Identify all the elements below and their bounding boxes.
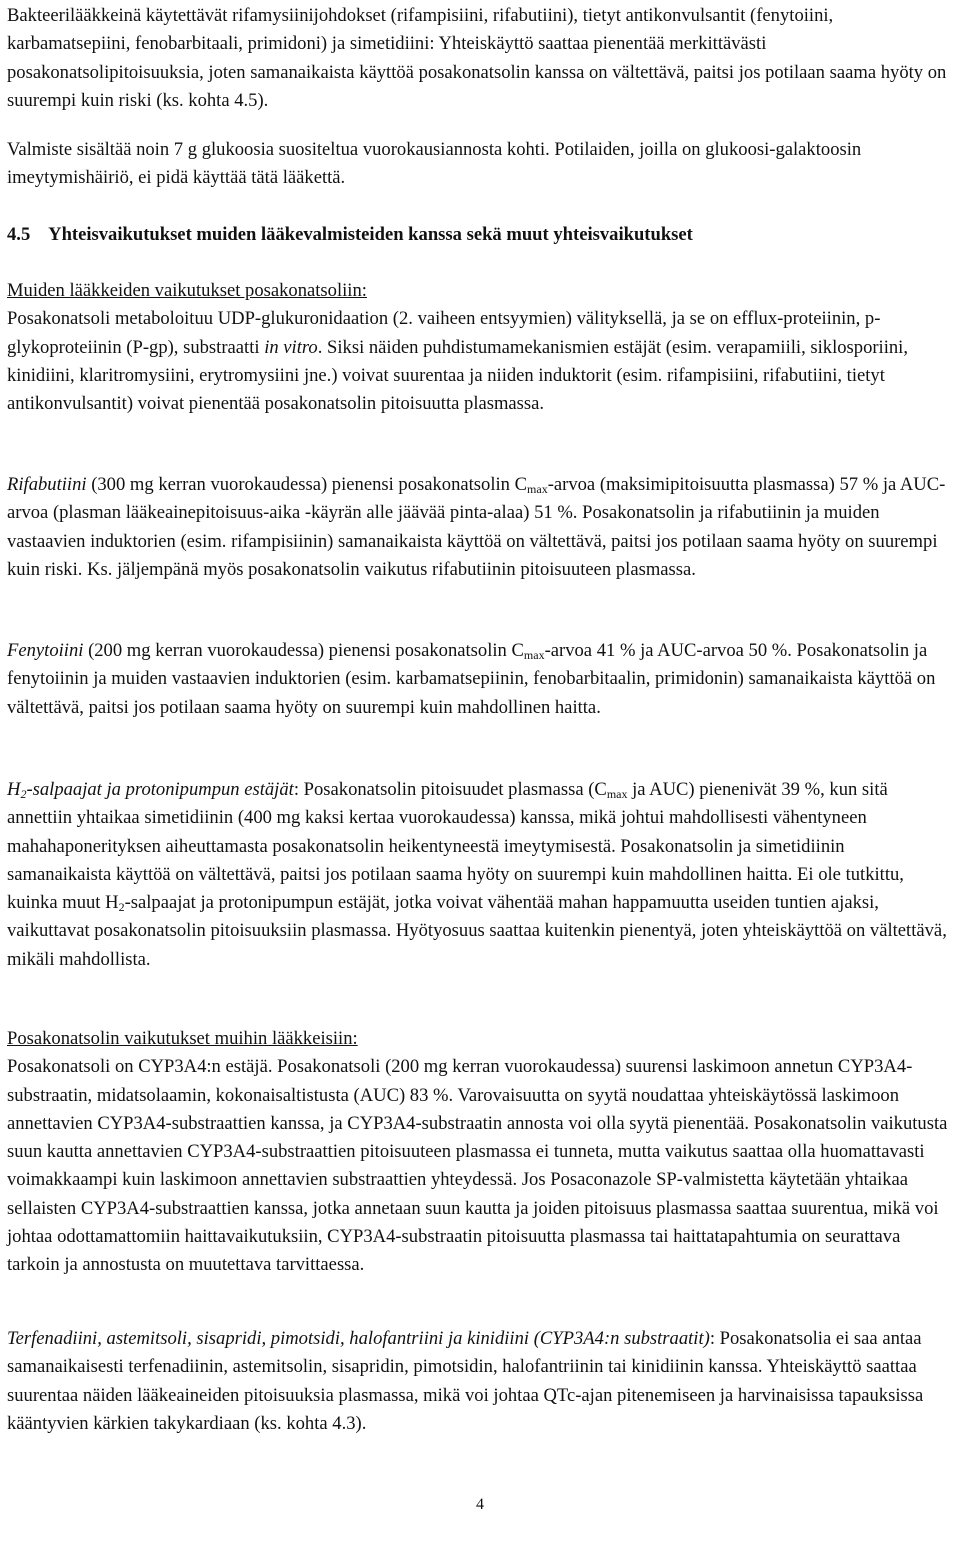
section-heading-4-5: 4.5 Yhteisvaikutukset muiden lääkevalmisteiden kanssa sekä muut yhteisvaikutukset [7,224,693,245]
subsection-effects-on-other-drugs: Posakonatsolin vaikutukset muihin lääkkeisiin: Posakonatsoli on CYP3A4:n estäjä. Posakonatsoli (200 mg kerran vuorokaudessa) suurensi laskimoon annetun CYP3A4-substraatin, midatsolaamin, kokonaisaltistusta (AUC) 83 %. Varovaisuutta on syytä noudattaa yhteiskäytössä laskimoon annettavien CYP3A4-substraattien kanssa, ja CYP3A4-substraatin annosta voi olla syytä pienentää. Posakonatsolin vaikutusta suun kautta annettavien CYP3A4-substraattien pitoisuuteen plasmassa ei tunneta, mutta vaikutus saattaa olla huomattavasti voimakkaampi kuin laskimoon annettavien substraattien yhteydessä. Jos Posaconazole SP-valmistetta käytetään yhtaikaa sellaisten CYP3A4-substraattien kanssa, jotka annetaan suun kautta ja joiden pitoisuus plasmassa saattaa suurentua, mikä voi johtaa odottamattomiin haittavaikutuksiin, CYP3A4-substraatin pitoisuutta plasmassa tai haittatapahtumia on seurattava tarkoin ja annostusta on muutettava tarvittaessa. [7,1028,948,1276]
drug-list-cyp3a4-substrates: Terfenadiini, astemitsoli, sisapridi, pimotsidi, halofantriini ja kinidiini (CYP3A4:n substraatit) [7,1328,710,1349]
drug-name-phenytoin: Fenytoiini [7,640,84,661]
subheading-posaconazole-on-other-drugs: Posakonatsolin vaikutukset muihin lääkkeisiin: [7,1028,358,1049]
paragraph-cyp3a4-substrates: Terfenadiini, astemitsoli, sisapridi, pimotsidi, halofantriini ja kinidiini (CYP3A4:n substraatit): Posakonatsolia ei saa antaa samanaikaisesti terfenadiinin, astemitsolin, sisapridin, pimotsidin, halofantriinin tai kinidiinin kanssa. Yhteiskäyttö saattaa suurentaa näiden lääkeaineiden pitoisuuksia plasmassa, mikä voi johtaa QTc-ajan pitenemiseen ja harvinaisissa tapauksissa kääntyvien kärkien takykardiaan (ks. kohta 4.3). [7,1328,924,1434]
drug-name-rifabutin: Rifabutiini [7,474,87,495]
drug-class-h2-blockers: $H_2$-salpaajat ja protonipumpun estäjät [7,779,294,801]
subsection-effects-on-posaconazole: Muiden lääkkeiden vaikutukset posakonatsoliin: Posakonatsoli metaboloituu UDP-glukuronidaation (2. vaiheen entsyymien) välityksellä, ja se on efflux-proteiinin, p-glykoproteiinin (P-gp), substraatti in vitro. Siksi näiden puhdistumamekanismien estäjät (esim. verapamiili, siklosporiini, kinidiini, klaritromysiini, erytromysiini jne.) voivat suurentaa ja niiden induktorit (esim. rifampisiini, rifabutiini, tietyt antikonvulsantit) voivat pienentää posakonatsolin pitoisuutta plasmassa. [7,280,908,415]
paragraph-glucose-content: Valmiste sisältää noin 7 g glukoosia suositeltua vuorokausiannosta kohti. Potilaiden, joilla on glukoosi-galaktoosin imeytymishäiriö, ei pidä käyttää tätä lääkettä. [7,139,862,189]
paragraph-phenytoin: Fenytoiini (200 mg kerran vuorokaudessa) pienensi posakonatsolin $C_{max}$-arvoa 41 % ja AUC-arvoa 50 %. Posakonatsolin ja fenytoiinin ja muiden vastaavien induktorien (esim. karbamatsepiinin, fenobarbitaalin, primidonin) samanaikaista käyttöä on vältettävä, paitsi jos potilaan saama hyöty on suurempi kuin mahdollinen haitta. [7,640,936,718]
paragraph-antibacterial-interactions: Bakteerilääkkeinä käytettävät rifamysiinijohdokset (rifampisiini, rifabutiini), tietyt antikonvulsantit (fenytoiini, karbamatsepiini, fenobarbitaali, primidoni) ja simetidiini: Yhteiskäyttö saattaa pienentää merkittävästi posakonatsolipitoisuuksia, joten samanaikaista käyttöä posakonatsolin kanssa on vältettävä, paitsi jos potilaan saama hyöty on suurempi kuin riski (ks. kohta 4.5). [7,5,947,111]
cmax-subscript: max [606,787,628,801]
page-number: 4 [476,1496,484,1513]
in-vitro-term: in vitro [264,336,318,358]
cmax-subscript: max [523,648,545,662]
paragraph-h2-blockers: $H_2$-salpaajat ja protonipumpun estäjät: Posakonatsolin pitoisuudet plasmassa ($C_{max}$ ja AUC) pienenivät 39 %, kun sitä annettiin yhtaikaa simetidiinin (400 mg kaksi kertaa vuorokaudessa) kanssa, mikä johtui mahdollisesti vähentyneen mahahaponerityksen aiheuttamasta posakonatsolin heikentyneestä imeytymisestä. Posakonatsolin ja simetidiinin samanaikaista käyttöä on vältettävä, paitsi jos potilaan saama hyöty on suurempi kuin mahdollinen haitta. Ei ole tutkittu, kuinka muut $H_2$-salpaajat ja protonipumpun estäjät, jotka voivat vähentää mahan happamuutta useiden tuntien ajaksi, vaikuttavat posakonatsolin pitoisuuksiin plasmassa. Hyötyosuus saattaa kuitenkin pienentyä, joten yhteiskäyttöä on vältettävä, mikäli mahdollista. [7,779,947,970]
paragraph-rifabutin: Rifabutiini (300 mg kerran vuorokaudessa) pienensi posakonatsolin $C_{max}$-arvoa (maksimipitoisuutta plasmassa) 57 % ja AUC-arvoa (plasman lääkeainepitoisuus-aika -käyrän alle jäävää pinta-alaa) 51 %. Posakonatsolin ja rifabutiinin ja muiden vastaavien induktorien (esim. rifampisiinin) samanaikaista käyttöä on vältettävä, paitsi jos potilaan saama hyöty on suurempi kuin riski. Ks. jäljempänä myös posakonatsolin vaikutus rifabutiinin pitoisuuteen plasmassa. [7,474,946,580]
cmax-subscript: max [527,482,548,496]
subheading-other-drugs-on-posaconazole: Muiden lääkkeiden vaikutukset posakonatsoliin: [7,280,367,301]
